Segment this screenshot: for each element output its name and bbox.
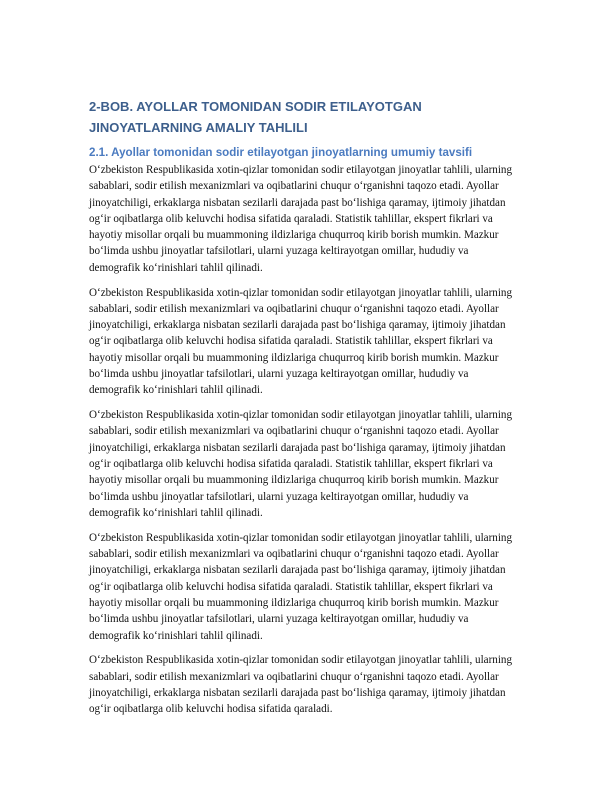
- body-paragraph-3: O‘zbekiston Respublikasida xotin-qizlar tomonidan sodir etilayotgan jinoyatlar tahlili, ularning sabablari, sodir etilish mexanizmlari va oqibatlarini chuqur o‘rganishni taqozo etadi. Ayollar jinoyatchiligi, erkaklarga nisbatan sezilarli darajada past bo‘lishiga qaramay, ijtimoiy jihatdan og‘ir oqibatlarga olib keluvchi hodisa sifatida qaraladi. Statistik tahlillar, ekspert fikrlari va hayotiy misollar orqali bu muammoning ildizlariga chuqurroq kirib borish mumkin. Mazkur bo‘limda ushbu jinoyatlar tafsilotlari, ularni yuzaga keltirayotgan omillar, hududiy va demografik ko‘rinishlari tahlil qilinadi.: [89, 409, 513, 519]
- document-page: [89, 96, 521, 726]
- chapter-title: 2-BOB. AYOLLAR TOMONIDAN SODIR ETILAYOTGAN JINOYATLARNING AMALIY TAHLILI: [89, 99, 422, 135]
- body-paragraph-2: O‘zbekiston Respublikasida xotin-qizlar tomonidan sodir etilayotgan jinoyatlar tahlili, ularning sabablari, sodir etilish mexanizmlari va oqibatlarini chuqur o‘rganishni taqozo etadi. Ayollar jinoyatchiligi, erkaklarga nisbatan sezilarli darajada past bo‘lishiga qaramay, ijtimoiy jihatdan og‘ir oqibatlarga olib keluvchi hodisa sifatida qaraladi. Statistik tahlillar, ekspert fikrlari va hayotiy misollar orqali bu muammoning ildizlariga chuqurroq kirib borish mumkin. Mazkur bo‘limda ushbu jinoyatlar tafsilotlari, ularni yuzaga keltirayotgan omillar, hududiy va demografik ko‘rinishlari tahlil qilinadi.: [89, 286, 513, 397]
- body-paragraph-1: O‘zbekiston Respublikasida xotin-qizlar tomonidan sodir etilayotgan jinoyatlar tahlili, ularning sabablari, sodir etilish mexanizmlari va oqibatlarini chuqur o‘rganishni taqozo etadi. Ayollar jinoyatchiligi, erkaklarga nisbatan sezilarli darajada past bo‘lishiga qaramay, ijtimoiy jihatdan og‘ir oqibatlarga olib keluvchi hodisa sifatida qaraladi. Statistik tahlillar, ekspert fikrlari va hayotiy misollar orqali bu muammoning ildizlariga chuqurroq kirib borish mumkin. Mazkur bo‘limda ushbu jinoyatlar tafsilotlari, ularni yuzaga keltirayotgan omillar, hududiy va demografik ko‘rinishlari tahlil qilinadi.: [89, 164, 513, 274]
- section-title: 2.1. Ayollar tomonidan sodir etilayotgan jinoyatlarning umumiy tavsifi: [89, 146, 473, 159]
- body-paragraph-4: O‘zbekiston Respublikasida xotin-qizlar tomonidan sodir etilayotgan jinoyatlar tahlili, ularning sabablari, sodir etilish mexanizmlari va oqibatlarini chuqur o‘rganishni taqozo etadi. Ayollar jinoyatchiligi, erkaklarga nisbatan sezilarli darajada past bo‘lishiga qaramay, ijtimoiy jihatdan og‘ir oqibatlarga olib keluvchi hodisa sifatida qaraladi. Statistik tahlillar, ekspert fikrlari va hayotiy misollar orqali bu muammoning ildizlariga chuqurroq kirib borish mumkin. Mazkur bo‘limda ushbu jinoyatlar tafsilotlari, ularni yuzaga keltirayotgan omillar, hududiy va demografik ko‘rinishlari tahlil qilinadi.: [89, 531, 513, 642]
- body-paragraph-5: O‘zbekiston Respublikasida xotin-qizlar tomonidan sodir etilayotgan jinoyatlar tahlili, ularning sabablari, sodir etilish mexanizmlari va oqibatlarini chuqur o‘rganishni taqozo etadi. Ayollar jinoyatchiligi, erkaklarga nisbatan sezilarli darajada past bo‘lishiga qaramay, ijtimoiy jihatdan og‘ir oqibatlarga olib keluvchi hodisa sifatida qaraladi.: [89, 654, 513, 716]
